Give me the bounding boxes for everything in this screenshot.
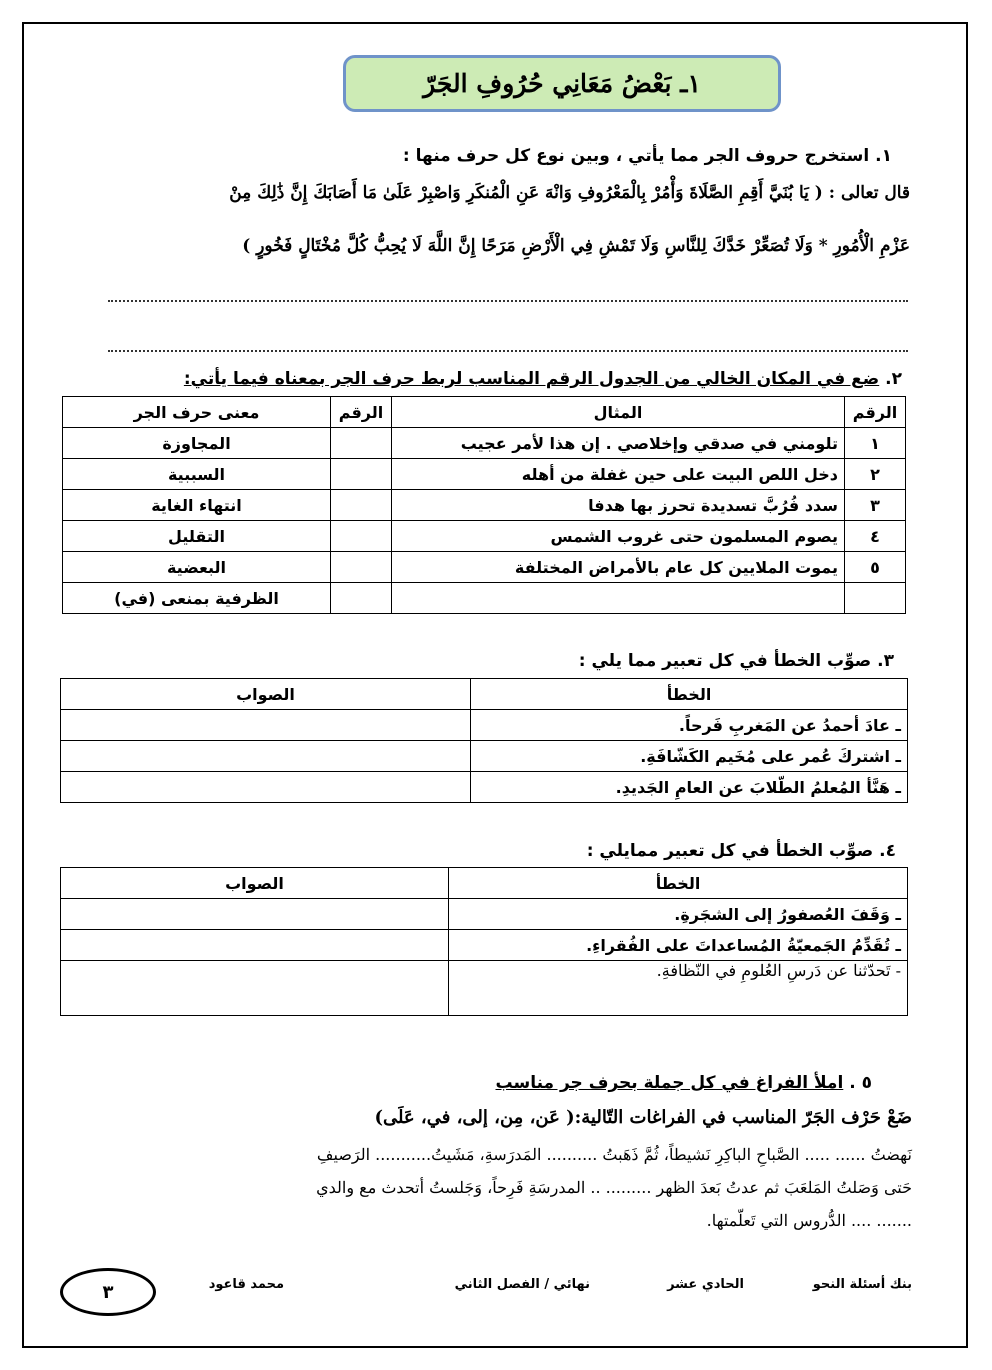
row-meaning: البعضية — [63, 552, 331, 583]
col-header-example: المثال — [392, 397, 845, 428]
table-row — [63, 490, 906, 521]
q4-table — [60, 867, 908, 1016]
table-header-row — [63, 397, 906, 428]
footer-grade: الحادي عشر — [667, 1277, 744, 1292]
error-cell: - تَحدّثنا عن دَرسِ العُلومِ في النّظافةِ. — [449, 961, 908, 1016]
row-example: دخل اللص البيت على حين غفلة من أهله — [392, 459, 845, 490]
table-row — [63, 552, 906, 583]
q1-verse-line2: عَزْمِ الْأُمُورِ * وَلَا تُصَعِّرْ خَدَّكَ لِلنَّاسِ وَلَا تَمْشِ فِي الْأَرْضِ مَرَحًا إِنَّ اللَّهَ لَا يُحِبُّ كُلَّ مُخْتَالٍ فَخُورٍ ) — [242, 236, 910, 256]
col-header-error: الخطأ — [449, 868, 908, 899]
col-header-error: الخطأ — [471, 679, 908, 710]
page-title-text: ١ـ بَعْضُ مَعَانِي حُرُوفِ الجَرّ — [423, 69, 701, 98]
fix-cell[interactable] — [61, 710, 471, 741]
q5-line1: نَهضتُ ...... ..... الصَّباحِ الباكِرِ نَشيطاً، ثُمَّ ذَهَبتُ .......... المَدرَسةِ، مَشَيتُ........... الرَصيفِ — [316, 1145, 912, 1164]
row-number: ٥ — [845, 552, 906, 583]
row-number: ١ — [845, 428, 906, 459]
table-row — [61, 930, 908, 961]
table-row — [63, 521, 906, 552]
q5-line2: حَتى وَصَلتُ المَلعَبَ ثم عدتُ بَعدَ الظهر ......... .. المدرسَةِ فَرِحاً، وَجَلستُ أتحدث مع والدي — [316, 1178, 912, 1197]
answer-line[interactable] — [108, 350, 908, 352]
error-cell: ـ وَقَفَ العُصفورُ إلى الشجَرةِ. — [449, 899, 908, 930]
q1-verse-line1: قال تعالى : ( يَا بُنَيَّ أَقِمِ الصَّلَاةَ وَأْمُرْ بِالْمَعْرُوفِ وَانْهَ عَنِ الْمُنكَرِ وَاصْبِرْ عَلَىٰ مَا أَصَابَكَ إِنَّ ذَٰلِكَ مِنْ — [229, 183, 910, 203]
table-row — [63, 583, 906, 614]
row-example: يصوم المسلمون حتى غروب الشمس — [392, 521, 845, 552]
answer-cell[interactable] — [331, 583, 392, 614]
fix-cell[interactable] — [61, 741, 471, 772]
row-meaning: السببية — [63, 459, 331, 490]
q5-prompt-text: املأ الفراغ في كل جملة بحرف جر مناسب — [495, 1073, 844, 1093]
q2-prompt-text: ضع في المكان الخالي من الجدول الرقم المناسب لربط حرف الجر بمعناه فيما يأتي: — [183, 369, 880, 389]
error-cell: ـ تُقَدِّمُ الجَمعيّةُ المُساعداتَ على الفُقراءِ. — [449, 930, 908, 961]
footer-author: محمد قاعود — [208, 1277, 284, 1292]
answer-line[interactable] — [108, 300, 908, 302]
row-example: يموت الملايين كل عام بالأمراض المختلفة — [392, 552, 845, 583]
table-row — [61, 961, 908, 1016]
row-meaning: التقليل — [63, 521, 331, 552]
page-number-badge — [60, 1268, 156, 1316]
row-number: ٤ — [845, 521, 906, 552]
col-header-answer: الرقم — [331, 397, 392, 428]
row-example: تلومني في صدقي وإخلاصي . إن هذا لأمر عجيب — [392, 428, 845, 459]
footer-bank: بنك أسئلة النحو — [812, 1277, 912, 1292]
q2-table — [62, 396, 906, 614]
table-row — [63, 459, 906, 490]
table-row — [63, 428, 906, 459]
footer-term: نهائي / الفصل الثاني — [454, 1277, 590, 1292]
row-number — [845, 583, 906, 614]
answer-cell[interactable] — [331, 428, 392, 459]
table-row — [61, 899, 908, 930]
col-header-meaning: معنى حرف الجر — [63, 397, 331, 428]
page-number: ٣ — [102, 1281, 114, 1303]
q3-table — [60, 678, 908, 803]
fix-cell[interactable] — [61, 772, 471, 803]
error-cell: ـ عادَ أحمدُ عن المَغربِ فَرحاً. — [471, 710, 908, 741]
q5-number: ٥ . — [849, 1073, 872, 1093]
col-header-fix: الصواب — [61, 679, 471, 710]
table-row — [61, 741, 908, 772]
table-header-row — [61, 868, 908, 899]
row-meaning: المجاوزة — [63, 428, 331, 459]
error-cell: ـ هَنَّأ المُعلمُ الطّلابَ عن العامِ الجَديدِ. — [471, 772, 908, 803]
row-number: ٢ — [845, 459, 906, 490]
row-example — [392, 583, 845, 614]
row-example: سدد فُرُبَّ تسديدة تحرز بها هدفا — [392, 490, 845, 521]
q4-prompt: ٤. صوِّب الخطأ في كل تعبير ممايلي : — [586, 841, 896, 861]
table-row — [61, 710, 908, 741]
q3-prompt: ٣. صوِّب الخطأ في كل تعبير مما يلي : — [578, 651, 894, 671]
col-header-fix: الصواب — [61, 868, 449, 899]
fix-cell[interactable] — [61, 961, 449, 1016]
q5-prompt — [496, 1073, 873, 1093]
q1-prompt: ١. استخرج حروف الجر مما يأتي ، وبين نوع كل حرف منها : — [402, 146, 892, 166]
answer-cell[interactable] — [331, 490, 392, 521]
q2-number: ٢. — [885, 369, 902, 389]
row-number: ٣ — [845, 490, 906, 521]
answer-cell[interactable] — [331, 521, 392, 552]
fix-cell[interactable] — [61, 899, 449, 930]
row-meaning: الظرفية بمنعى (في) — [63, 583, 331, 614]
col-header-number: الرقم — [845, 397, 906, 428]
answer-cell[interactable] — [331, 459, 392, 490]
table-header-row — [61, 679, 908, 710]
table-row — [61, 772, 908, 803]
row-meaning: انتهاء الغاية — [63, 490, 331, 521]
fix-cell[interactable] — [61, 930, 449, 961]
answer-cell[interactable] — [331, 552, 392, 583]
error-cell: ـ اشتركَ عُمر على مُخَيم الكَشّافَةِ. — [471, 741, 908, 772]
page-title — [343, 55, 781, 112]
q2-prompt — [184, 369, 902, 389]
q5-instruction: ضَعْ حَرْف الجَرّ المناسب في الفراغات التّالية:( عَن، مِن، إلى، في، عَلَى) — [374, 1107, 912, 1128]
q5-line3: ....... .... الدُّروس التي تَعلّمتها. — [706, 1211, 912, 1230]
